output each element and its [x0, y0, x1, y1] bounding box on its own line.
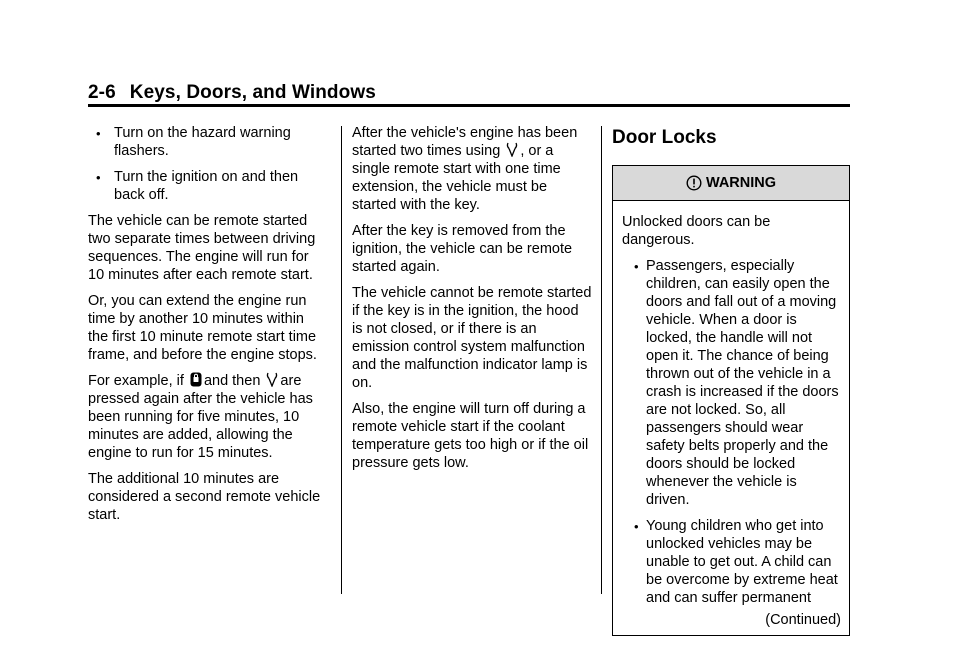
bullet-dot: •	[96, 126, 101, 141]
section-title: Door Locks	[612, 127, 717, 148]
bullet-dot: •	[634, 519, 639, 534]
warning-body	[613, 201, 849, 635]
warning-icon	[686, 175, 702, 191]
bullet-text: Turn on the hazard warning flashers.	[114, 125, 291, 159]
warning-label: WARNING	[705, 175, 777, 191]
text-span: For example, if	[88, 373, 184, 389]
paragraph: The vehicle can be remote started two separate times between driving sequences. The engine will run for 10 minutes after each remote start.	[88, 213, 316, 283]
warning-bullet	[622, 257, 841, 509]
paragraph	[88, 372, 328, 462]
bullet-item	[88, 168, 328, 204]
paragraph: After the key is removed from the ignition, the vehicle can be remote started again.	[352, 223, 573, 275]
paragraph: Or, you can extend the engine run time by another 10 minutes within the first 10 minute remote start time frame, and before the engine stops.	[88, 293, 317, 363]
bullet-dot: •	[634, 259, 639, 274]
column-divider	[601, 126, 602, 594]
text-span: and then	[203, 373, 261, 389]
page-header	[88, 82, 376, 104]
column-1	[88, 124, 328, 532]
paragraph	[352, 124, 592, 214]
paragraph: The vehicle cannot be remote started if the key is in the ignition, the hood is not closed, or if there is an emission control system malfunction and the malfunction indicator lamp is on.	[352, 285, 592, 391]
paragraph: The additional 10 minutes are considered a second remote vehicle start.	[88, 471, 321, 523]
warning-box	[612, 165, 850, 636]
text-span: After the vehicle's engine has been started two times using	[352, 125, 578, 159]
bullet-text: Turn the ignition on and then back off.	[114, 169, 299, 203]
page-number: 2-6	[88, 82, 116, 103]
column-2	[352, 124, 592, 480]
paragraph: Also, the engine will turn off during a remote vehicle start if the coolant temperature gets too high or if the oil pressure gets low.	[352, 401, 589, 471]
continued-label: (Continued)	[765, 612, 841, 628]
column-3	[612, 124, 852, 636]
bullet-text: Passengers, especially children, can easily open the doors and fall out of a moving vehicle. When a door is locked, the handle will not open it. The chance of being thrown out of the vehicle in a crash is increased if the doors are not locked. So, all passengers should wear safety belts properly and the doors should be locked whenever the vehicle is driven.	[646, 258, 839, 508]
remote-start-icon	[266, 372, 278, 387]
column-divider	[341, 126, 342, 594]
page-title: Keys, Doors, and Windows	[129, 82, 376, 103]
warning-header	[613, 166, 849, 201]
bullet-item	[88, 124, 328, 160]
warning-intro: Unlocked doors can be dangerous.	[622, 214, 771, 248]
bullet-text: Young children who get into unlocked vehicles may be unable to get out. A child can be overcome by extreme heat and can suffer permanent	[646, 518, 838, 606]
header-rule	[88, 104, 850, 107]
remote-start-icon	[506, 142, 518, 157]
text-span: , or a single remote start with one time extension, the vehicle must be started with the key.	[352, 143, 561, 213]
bullet-dot: •	[96, 170, 101, 185]
lock-icon	[190, 372, 202, 387]
text-span: are pressed again after the vehicle has been running for five minutes, 10 minutes are added, allowing the engine to run for 15 minutes.	[88, 373, 313, 461]
warning-bullet	[622, 517, 841, 607]
